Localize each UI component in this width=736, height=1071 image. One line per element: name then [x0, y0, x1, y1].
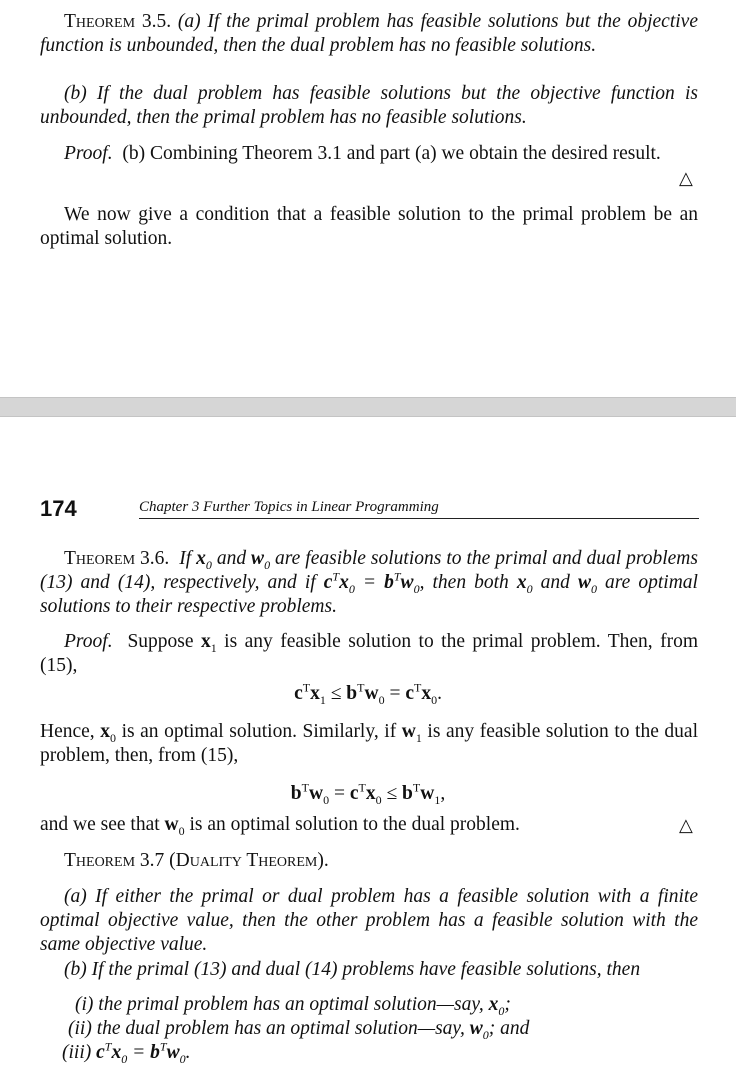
equation-1: $c^Tx_1 \le b^Tw_0 = c^Tx_0$.	[294, 680, 442, 707]
page-gap	[0, 397, 736, 417]
sub-item-ii: (ii) the dual problem has an optimal solution—say, $w_0$; and	[68, 1018, 530, 1042]
proof-3-6: Proof. Suppose $x_1$ is any feasible solution to the primal problem. Then, from (15),	[40, 631, 698, 676]
theorem-3-5	[40, 10, 698, 58]
conclusion-line: and we see that $w_0$ is an optimal solution to the dual problem.	[40, 814, 520, 838]
page-number: 174	[40, 496, 77, 521]
theorem-3-7-part-a-text: (a) If either the primal or dual problem has a feasible solution with a finite optimal objective value, then the other problem has a feasible solution with the same objective value.	[40, 886, 698, 955]
running-head: Chapter 3 Further Topics in Linear Programming	[139, 499, 439, 515]
theorem-3-5-label: Theorem 3.5.	[64, 11, 172, 32]
header-rule	[139, 518, 699, 519]
sub-item-iii: (iii) $c^Tx_0 = b^Tw_0$.	[62, 1039, 191, 1066]
proof-text: (b) Combining Theorem 3.1 and part (a) we obtain the desired result.	[122, 143, 661, 164]
theorem-3-5-part-b-text: (b) If the dual problem has feasible solutions but the objective function is unbounded, then the primal problem has no feasible solutions.	[40, 83, 698, 128]
proof-3-6-label: Proof.	[64, 631, 113, 652]
qed-triangle-icon: △	[679, 815, 693, 836]
theorem-3-7-part-a	[40, 885, 698, 957]
theorem-3-7-part-b-text: (b) If the primal (13) and dual (14) problems have feasible solutions, then	[64, 959, 641, 980]
equation-2: $b^Tw_0 = c^Tx_0 \le b^Tw_1$,	[290, 780, 446, 807]
qed-triangle-icon: △	[679, 168, 693, 189]
condition-text: We now give a condition that a feasible solution to the primal problem be an optimal solution.	[40, 204, 698, 249]
theorem-3-5-part-b	[40, 82, 698, 130]
theorem-3-7-part-b	[40, 958, 698, 982]
theorem-3-6-label: Theorem 3.6.	[64, 548, 170, 569]
theorem-3-7-heading	[40, 849, 698, 873]
theorem-3-6: Theorem 3.6. If $x_0$ and $w_0$ are feasible solutions to the primal and dual problems (13) and (14), respectively, and if $c^Tx_0 = b^Tw_0$, then both $x_0$ and $w_0$ are optimal solutions to their respective problems.	[40, 548, 698, 617]
proof-3-5	[40, 142, 698, 166]
page-top	[0, 0, 736, 397]
sub-item-i: (i) the primal problem has an optimal solution—say, $x_0$;	[75, 994, 511, 1018]
proof-label: Proof.	[64, 143, 113, 164]
hence-paragraph: Hence, $x_0$ is an optimal solution. Similarly, if $w_1$ is any feasible solution to the dual problem, then, from (15),	[40, 721, 699, 766]
condition-paragraph	[40, 203, 698, 251]
theorem-3-5-part-a: (a) If the primal problem has feasible solutions but the objective function is unbounded, then the dual problem has no feasible solutions.	[40, 11, 698, 56]
theorem-3-7-label: Theorem 3.7 (Duality Theorem).	[64, 850, 329, 871]
